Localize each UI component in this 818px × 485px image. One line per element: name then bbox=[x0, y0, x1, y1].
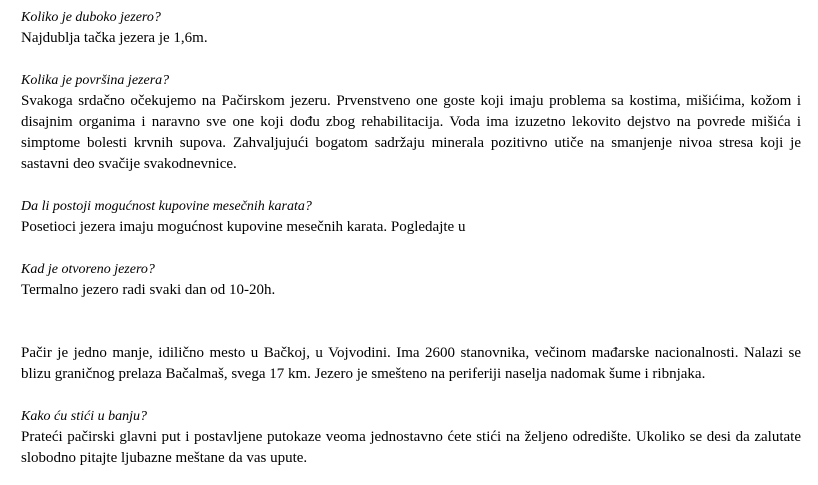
spacer bbox=[21, 238, 801, 259]
faq-question-area: Kolika je površina jezera? bbox=[21, 73, 170, 88]
faq-answer-monthly-tickets: Posetioci jezera imaju mogućnost kupovine mesečnih karata. Pogledajte u bbox=[21, 219, 466, 235]
spacer bbox=[21, 301, 801, 343]
faq-question-depth: Koliko je duboko jezero? bbox=[21, 10, 161, 25]
faq-answer-directions: Prateći pačirski glavni put i postavljene putokaze veoma jednostavno ćete stići na željeno odredište. Ukoliko se desi da zalutate slobodno pitajte ljubazne meštane da vas upute. bbox=[21, 429, 801, 466]
document-body bbox=[21, 7, 801, 469]
faq-question-directions: Kako ću stići u banju? bbox=[21, 409, 147, 424]
spacer bbox=[21, 175, 801, 196]
intro-paragraph: Pačir je jedno manje, idilično mesto u Bačkoj, u Vojvodini. Ima 2600 stanovnika, večinom mađarske nacionalnosti. Nalazi se blizu graničnog prelaza Bačalmaš, svega 17 km. Jezero je smešteno na periferiji naselja nadomak šume i ribnjaka. bbox=[21, 345, 801, 382]
faq-answer-opening-hours: Termalno jezero radi svaki dan od 10-20h. bbox=[21, 282, 276, 298]
faq-question-monthly-tickets: Da li postoji mogućnost kupovine mesečnih karata? bbox=[21, 199, 312, 214]
spacer bbox=[21, 385, 801, 406]
faq-question-opening-hours: Kad je otvoreno jezero? bbox=[21, 262, 155, 277]
faq-answer-depth: Najdublja tačka jezera je 1,6m. bbox=[21, 30, 208, 46]
spacer bbox=[21, 49, 801, 70]
faq-answer-area: Svakoga srdačno očekujemo na Pačirskom jezeru. Prvenstveno one goste koji imaju problema sa kostima, mišićima, kožom i disajnim organima i naravno sve one koji dođu zbog rehabilitacija. Voda ima izuzetno lekovito dejstvo na povrede mišića i simptome bolesti krvnih supova. Zahvaljujući bogatom sadržaju minerala pozitivno utiče na smanjenje nivoa stresa koji je sastavni deo svačije svakodnevnice. bbox=[21, 93, 801, 172]
